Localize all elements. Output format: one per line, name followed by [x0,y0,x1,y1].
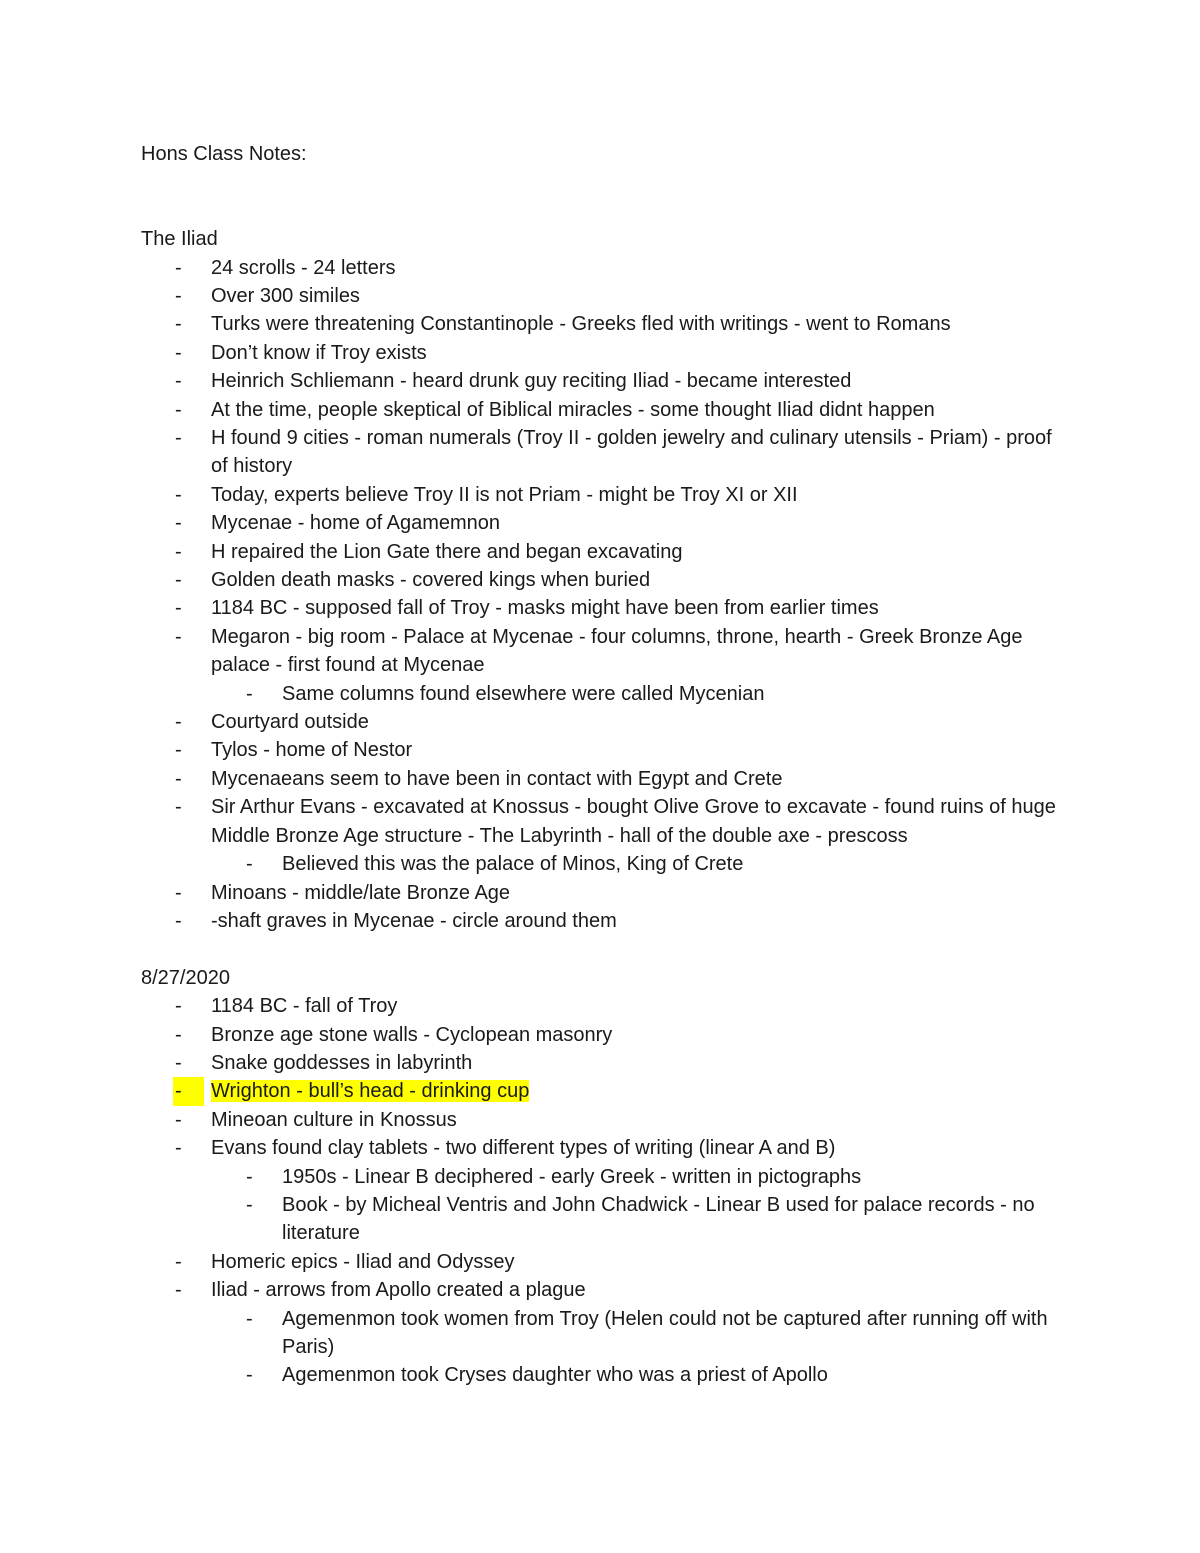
sub-list-item [141,1305,1071,1362]
dash-bullet-icon: - [175,767,182,790]
dash-bullet-icon: - [175,909,182,932]
item-text-content: At the time, people skeptical of Biblical miracles - some thought Iliad didnt happen [211,398,935,421]
list-item-text [211,793,1071,850]
dash-bullet-icon: - [175,313,182,336]
item-text-content: Courtyard outside [211,711,369,734]
sub-list-item [141,1191,1071,1248]
item-text-content: Book - by Micheal Ventris and John Chadwick - Linear B used for palace records - no literature [282,1193,1035,1245]
item-text-content: Agemenmon took Cryses daughter who was a priest of Apollo [282,1364,828,1387]
item-text-content: Sir Arthur Evans - excavated at Knossus - bought Olive Grove to excavate - found ruins of huge Middle Bronze Age structure - The Labyrinth - hall of the double axe - prescoss [211,796,1056,847]
list-item [141,907,1071,935]
list-item [141,708,1071,736]
section-heading: The Iliad [141,228,218,251]
dash-bullet-icon: - [175,512,182,535]
list-item-text [211,254,1071,282]
item-text-content: Bronze age stone walls - Cyclopean masonry [211,1023,613,1046]
dash-bullet-icon: - [175,881,182,904]
list-item [141,765,1071,793]
notes-sections [141,225,1071,1390]
dash-bullet-icon: - [173,1077,204,1105]
list-item-text [211,1248,1071,1276]
list-item-text [211,736,1071,764]
dash-bullet-icon: - [175,1279,182,1302]
list-item [141,566,1071,594]
list-item-text [211,367,1071,395]
list-item-text [211,708,1071,736]
dash-bullet-icon: - [175,1250,182,1273]
item-text-content: Mycenae - home of Agamemnon [211,512,501,535]
dash-bullet-icon: - [175,711,182,734]
dash-bullet-icon: - [175,739,182,762]
sub-list-item [141,1163,1071,1191]
dash-bullet-icon: - [175,796,182,819]
dash-bullet-icon: - [175,1051,182,1074]
dash-bullet-icon: - [175,1023,182,1046]
list-item-text [211,310,1071,338]
list-item [141,509,1071,537]
dash-bullet-icon: - [175,569,182,592]
dash-bullet-icon: - [175,1137,182,1160]
list-item [141,736,1071,764]
item-text-content: -shaft graves in Mycenae - circle around them [211,909,617,932]
list-item [141,1021,1071,1049]
item-text-content: Over 300 similes [211,284,360,307]
item-text-content: Snake goddesses in labyrinth [211,1051,473,1074]
list-item [141,1106,1071,1134]
list-item-text [211,879,1071,907]
list-item [141,594,1071,622]
dash-bullet-icon: - [246,853,253,876]
list-item-text [211,1276,1071,1304]
list-item-text [211,1106,1071,1134]
list-item [141,1248,1071,1276]
item-text-content: Iliad - arrows from Apollo created a plague [211,1279,586,1302]
dash-bullet-icon: - [175,256,182,279]
dash-bullet-icon: - [175,1108,182,1131]
list-item-text [211,1077,1071,1105]
item-text-content: Believed this was the palace of Minos, King of Crete [282,853,744,876]
item-text-content: H repaired the Lion Gate there and began excavating [211,540,683,563]
item-text-content: Megaron - big room - Palace at Mycenae - four columns, throne, hearth - Greek Bronze Age palace - first found at Mycenae [211,625,1023,677]
item-text-content: Golden death masks - covered kings when buried [211,569,651,592]
list-item [141,396,1071,424]
item-text-content: Tylos - home of Nestor [211,739,413,762]
dash-bullet-icon: - [175,483,182,506]
list-item-text [282,1361,1071,1389]
list-item [141,879,1071,907]
sub-list-item [141,1361,1071,1389]
dash-bullet-icon: - [246,1165,253,1188]
list-item [141,538,1071,566]
dash-bullet-icon: - [175,597,182,620]
list-item-text [211,396,1071,424]
list-item [141,1049,1071,1077]
list-item-text [211,566,1071,594]
list-item [141,481,1071,509]
section-gap [141,935,1071,963]
item-text-content: Mineoan culture in Knossus [211,1108,457,1131]
item-text-content: Minoans - middle/late Bronze Age [211,881,511,904]
item-text-content: Mycenaeans seem to have been in contact with Egypt and Crete [211,767,783,790]
item-text-content: 1950s - Linear B deciphered - early Greek - written in pictographs [282,1165,862,1188]
dash-bullet-icon: - [246,1307,253,1330]
list-item-text [211,765,1071,793]
item-text-content: H found 9 cities - roman numerals (Troy II - golden jewelry and culinary utensils - Priam) - proof of history [211,427,1052,478]
item-text-content: 1184 BC - fall of Troy [211,995,398,1018]
item-text-content: Don’t know if Troy exists [211,341,427,364]
dash-bullet-icon: - [246,1364,253,1387]
list-item-text [211,424,1071,481]
highlighted-text: Wrighton - bull’s head - drinking cup [211,1080,530,1103]
dash-bullet-icon: - [175,540,182,563]
list-item-text [211,1049,1071,1077]
item-text-content: Evans found clay tablets - two different types of writing (linear A and B) [211,1137,836,1160]
list-item [141,1077,1071,1105]
sub-list-item [141,850,1071,878]
list-item-text [211,907,1071,935]
list-item [141,1276,1071,1304]
list-item [141,339,1071,367]
item-text-content: Homeric epics - Iliad and Odyssey [211,1250,515,1273]
list-item-text [211,992,1071,1020]
item-text-content: Heinrich Schliemann - heard drunk guy reciting Iliad - became interested [211,370,852,393]
list-item-text [211,282,1071,310]
notes-section [141,225,1071,935]
document-title: Hons Class Notes: [141,143,307,165]
item-text-content: Today, experts believe Troy II is not Priam - might be Troy XI or XII [211,483,798,506]
document-body [141,140,1071,1390]
list-item [141,992,1071,1020]
dash-bullet-icon: - [175,284,182,307]
item-text-content: Same columns found elsewhere were called Mycenian [282,682,765,705]
dash-bullet-icon: - [175,995,182,1018]
item-text-content: 1184 BC - supposed fall of Troy - masks might have been from earlier times [211,597,879,620]
list-item [141,424,1071,481]
sub-list-item [141,680,1071,708]
dash-bullet-icon: - [175,398,182,421]
list-item-text [211,339,1071,367]
notes-section [141,964,1071,1390]
list-item-text [211,1021,1071,1049]
dash-bullet-icon: - [246,682,253,705]
item-text-content: 24 scrolls - 24 letters [211,256,396,279]
dash-bullet-icon: - [175,625,182,648]
list-item-text [282,1191,1071,1248]
list-item-text [282,850,1071,878]
list-item-text [211,623,1071,680]
list-item-text [211,509,1071,537]
list-item-text [282,680,1071,708]
list-item-text [211,538,1071,566]
list-item-text [282,1163,1071,1191]
list-item-text [282,1305,1071,1362]
item-text-content: Turks were threatening Constantinople - Greeks fled with writings - went to Romans [211,313,951,336]
dash-bullet-icon: - [246,1193,253,1216]
blank-lines [141,168,1071,225]
list-item [141,254,1071,282]
list-item [141,367,1071,395]
bullet-list [141,992,1071,1390]
list-item [141,310,1071,338]
list-item [141,793,1071,850]
dash-bullet-icon: - [175,370,182,393]
dash-bullet-icon: - [175,427,182,450]
dash-bullet-icon: - [175,341,182,364]
item-text-content: Agemenmon took women from Troy (Helen could not be captured after running off with Paris) [282,1307,1048,1358]
list-item-text [211,594,1071,622]
list-item [141,1134,1071,1162]
list-item [141,623,1071,680]
section-heading: 8/27/2020 [141,966,230,989]
list-item-text [211,481,1071,509]
bullet-list [141,254,1071,936]
list-item-text [211,1134,1071,1162]
list-item [141,282,1071,310]
